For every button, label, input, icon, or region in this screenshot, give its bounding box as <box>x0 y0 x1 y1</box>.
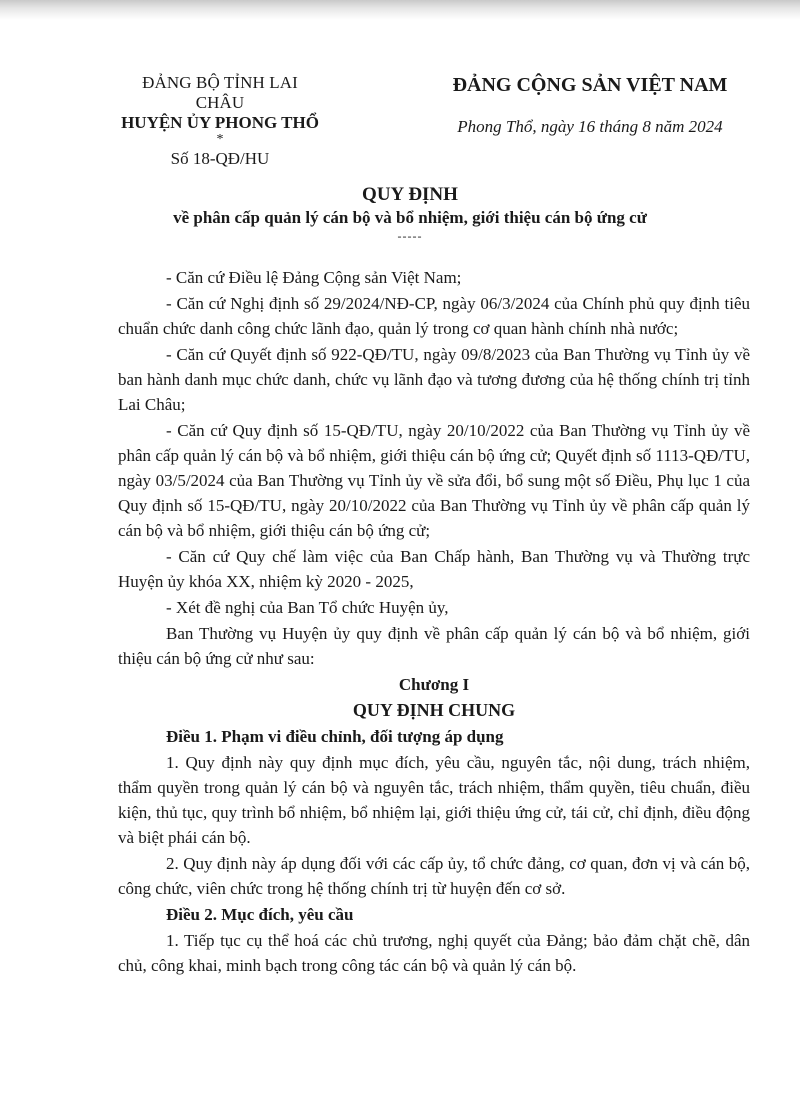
title-divider: ----- <box>397 229 423 243</box>
article-2-clause-1: 1. Tiếp tục cụ thể hoá các chủ trương, nghị quyết của Đảng; bảo đảm chặt chẽ, dân chủ, công khai, minh bạch trong công tác cán bộ và quản lý cán bộ. <box>118 931 750 975</box>
basis-paragraph: - Căn cứ Điều lệ Đảng Cộng sản Việt Nam; <box>166 268 462 287</box>
article-1-clause-1: 1. Quy định này quy định mục đích, yêu cầu, nguyên tắc, nội dung, trách nhiệm, thẩm quyền trong quản lý cán bộ và nguyên tắc, trách nhiệm, thẩm quyền, tiêu chuẩn, điều kiện, thủ tục, quy trình bổ nhiệm, bổ nhiệm lại, giới thiệu ứng cử, tái cử, chỉ định, điều động và biệt phái cán bộ. <box>118 753 750 847</box>
document-title-block <box>60 184 760 242</box>
place-date: Phong Thổ, ngày 16 tháng 8 năm 2024 <box>457 117 723 136</box>
issuing-organization <box>120 73 320 169</box>
document-subtitle: về phân cấp quản lý cán bộ và bổ nhiệm, giới thiệu cán bộ ứng cử <box>173 208 647 227</box>
document-body <box>118 265 750 979</box>
scan-edge-shadow <box>0 0 800 20</box>
decision-paragraph: Ban Thường vụ Huyện ủy quy định về phân cấp quản lý cán bộ và bổ nhiệm, giới thiệu cán bộ ứng cử như sau: <box>118 624 750 668</box>
basis-paragraph: - Căn cứ Quy định số 15-QĐ/TU, ngày 20/10/2022 của Ban Thường vụ Tỉnh ủy về phân cấp quản lý cán bộ và bổ nhiệm, giới thiệu cán bộ ứng cử; Quyết định số 1113-QĐ/TU, ngày 03/5/2024 của Ban Thường vụ Tỉnh ủy về sửa đổi, bổ sung một số Điều, Phụ lục 1 của Quy định số 15-QĐ/TU, ngày 20/10/2022 của Ban Thường vụ Tỉnh ủy về phân cấp quản lý cán bộ và bổ nhiệm, giới thiệu cán bộ ứng cử; <box>118 421 750 540</box>
star-mark: * <box>216 132 224 147</box>
party-name: ĐẢNG CỘNG SẢN VIỆT NAM <box>452 74 728 96</box>
article-1-clause-2: 2. Quy định này áp dụng đối với các cấp ủy, tổ chức đảng, cơ quan, đơn vị và cán bộ, công chức, viên chức trong hệ thống chính trị từ huyện đến cơ sở. <box>118 854 750 898</box>
national-header <box>440 73 740 137</box>
basis-paragraph: - Căn cứ Quy chế làm việc của Ban Chấp hành, Ban Thường vụ và Thường trực Huyện ủy khóa XX, nhiệm kỳ 2020 - 2025, <box>118 547 750 591</box>
document-title: QUY ĐỊNH <box>362 184 458 205</box>
article-1-title: Điều 1. Phạm vi điều chỉnh, đối tượng áp dụng <box>166 727 504 746</box>
article-2-title: Điều 2. Mục đích, yêu cầu <box>166 905 354 924</box>
chapter-title: QUY ĐỊNH CHUNG <box>352 700 516 720</box>
org-line-2: HUYỆN ỦY PHONG THỔ <box>121 113 319 132</box>
basis-paragraph: - Căn cứ Nghị định số 29/2024/NĐ-CP, ngày 06/3/2024 của Chính phủ quy định tiêu chuẩn chức danh công chức lãnh đạo, quản lý trong cơ quan hành chính nhà nước; <box>118 294 750 338</box>
org-line-1: ĐẢNG BỘ TỈNH LAI CHÂU <box>142 73 298 112</box>
chapter-heading: Chương I <box>398 675 470 694</box>
document-number: Số 18-QĐ/HU <box>170 149 270 168</box>
basis-paragraph: - Xét đề nghị của Ban Tổ chức Huyện ủy, <box>166 598 449 617</box>
basis-paragraph: - Căn cứ Quyết định số 922-QĐ/TU, ngày 09/8/2023 của Ban Thường vụ Tỉnh ủy về ban hành danh mục chức danh, chức vụ lãnh đạo và tương đương của hệ thống chính trị tỉnh Lai Châu; <box>118 345 750 414</box>
